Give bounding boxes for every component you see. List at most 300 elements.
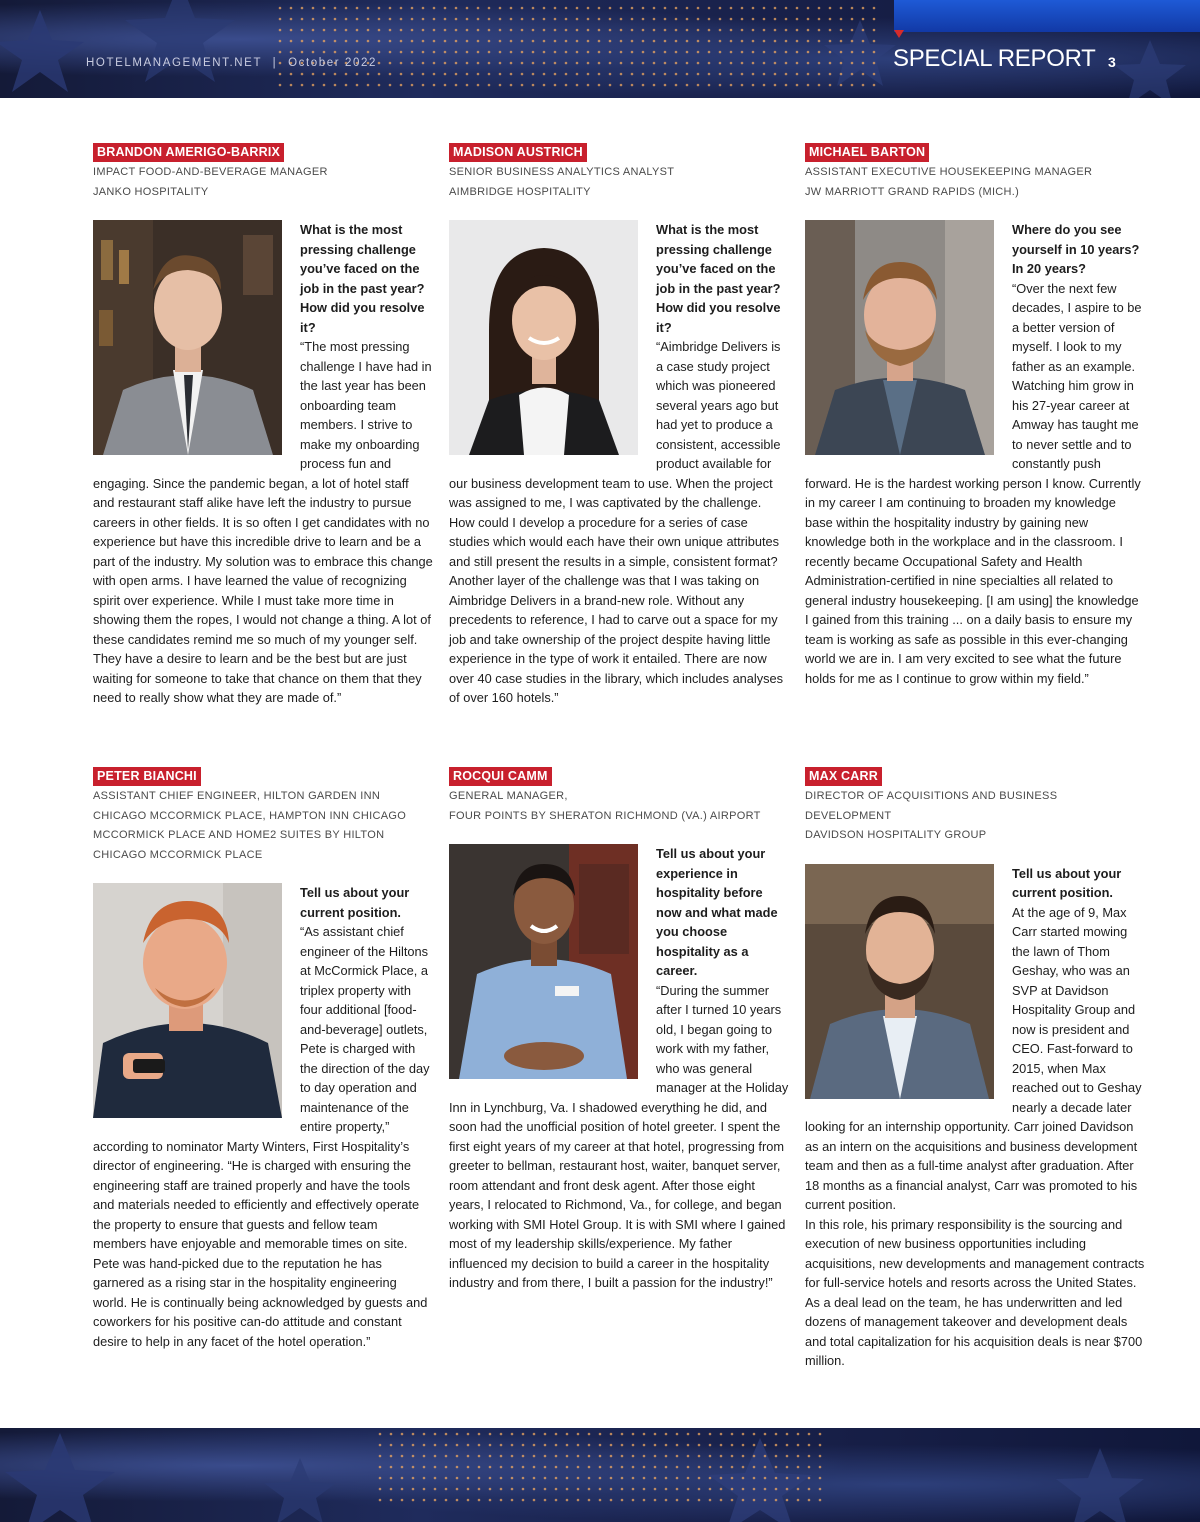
- decorative-dot: [785, 62, 788, 65]
- decorative-dot: [279, 29, 282, 32]
- decorative-dot: [819, 1499, 822, 1502]
- decorative-dot: [411, 62, 414, 65]
- decorative-dot: [533, 1466, 536, 1469]
- decorative-dot: [686, 51, 689, 54]
- decorative-dot: [741, 29, 744, 32]
- decorative-dot: [477, 29, 480, 32]
- decorative-dot: [818, 29, 821, 32]
- decorative-dot: [797, 1444, 800, 1447]
- decorative-dot: [598, 84, 601, 87]
- decorative-dot: [642, 84, 645, 87]
- decorative-dot: [543, 7, 546, 10]
- decorative-dot: [423, 1444, 426, 1447]
- decorative-dot: [544, 1455, 547, 1458]
- profile-madison: [449, 143, 789, 708]
- decorative-dot: [433, 73, 436, 76]
- decorative-dot: [467, 1488, 470, 1491]
- decorative-dot: [796, 7, 799, 10]
- decorative-dot: [708, 84, 711, 87]
- profile-max: [805, 767, 1145, 1371]
- decorative-dot: [279, 40, 282, 43]
- decorative-dot: [709, 1444, 712, 1447]
- site-name[interactable]: HOTELMANAGEMENT.NET: [86, 57, 262, 69]
- decorative-dot: [389, 29, 392, 32]
- decorative-dot: [499, 62, 502, 65]
- decorative-dot: [742, 1499, 745, 1502]
- decorative-dot: [785, 40, 788, 43]
- decorative-dot: [312, 84, 315, 87]
- decorative-dot: [774, 7, 777, 10]
- decorative-dot: [686, 62, 689, 65]
- header-accent-bar: [894, 0, 1200, 32]
- decorative-dot: [378, 73, 381, 76]
- decorative-dot: [653, 51, 656, 54]
- decorative-dot: [620, 73, 623, 76]
- decorative-dot: [774, 29, 777, 32]
- decorative-dot: [632, 1444, 635, 1447]
- decorative-dot: [664, 40, 667, 43]
- decorative-dot: [764, 1466, 767, 1469]
- profile-title: DIRECTOR OF ACQUISITIONS AND BUSINESS DEVELOPMENT: [805, 790, 1058, 822]
- decorative-dot: [697, 84, 700, 87]
- decorative-dot: [829, 73, 832, 76]
- decorative-dot: [642, 7, 645, 10]
- decorative-dot: [433, 62, 436, 65]
- decorative-dot: [467, 1477, 470, 1480]
- decorative-dot: [676, 1477, 679, 1480]
- decorative-dot: [720, 1444, 723, 1447]
- decorative-dot: [444, 51, 447, 54]
- decorative-dot: [334, 40, 337, 43]
- decorative-dot: [412, 1466, 415, 1469]
- profile-company: FOUR POINTS BY SHERATON RICHMOND (VA.) AIRPORT: [449, 809, 761, 822]
- profile-company: DAVIDSON HOSPITALITY GROUP: [805, 829, 987, 841]
- decorative-dot: [818, 84, 821, 87]
- decorative-dot: [378, 62, 381, 65]
- decorative-dot: [621, 1499, 624, 1502]
- decorative-dot: [576, 7, 579, 10]
- decorative-dot: [742, 1488, 745, 1491]
- decorative-dot: [521, 18, 524, 21]
- decorative-dot: [763, 84, 766, 87]
- decorative-dot: [390, 1444, 393, 1447]
- decorative-dot: [785, 7, 788, 10]
- decorative-dot: [719, 51, 722, 54]
- decorative-dot: [434, 1433, 437, 1436]
- profile-photo: [805, 220, 994, 455]
- decorative-dot: [532, 51, 535, 54]
- decorative-dot: [345, 18, 348, 21]
- decorative-dot: [873, 18, 876, 21]
- decorative-dot: [609, 73, 612, 76]
- decorative-dot: [797, 1455, 800, 1458]
- decorative-dot: [554, 62, 557, 65]
- decorative-dot: [434, 1466, 437, 1469]
- decorative-dot: [389, 51, 392, 54]
- profile-name: ROCQUI CAMM: [449, 767, 552, 786]
- decorative-dot: [620, 51, 623, 54]
- decorative-dot: [719, 18, 722, 21]
- decorative-dot: [763, 73, 766, 76]
- decorative-dot: [731, 1477, 734, 1480]
- decorative-dot: [785, 84, 788, 87]
- decorative-dot: [862, 40, 865, 43]
- decorative-dot: [598, 40, 601, 43]
- decorative-dot: [290, 84, 293, 87]
- decorative-dot: [544, 1488, 547, 1491]
- decorative-dot: [797, 1477, 800, 1480]
- decorative-dot: [752, 18, 755, 21]
- decorative-dot: [764, 1488, 767, 1491]
- decorative-dot: [455, 18, 458, 21]
- decorative-dot: [467, 1466, 470, 1469]
- decorative-dot: [444, 62, 447, 65]
- decorative-dot: [763, 40, 766, 43]
- decorative-dot: [379, 1488, 382, 1491]
- decorative-dot: [400, 29, 403, 32]
- decorative-dot: [796, 62, 799, 65]
- decorative-dot: [488, 7, 491, 10]
- decorative-dot: [687, 1444, 690, 1447]
- decorative-dot: [697, 18, 700, 21]
- decorative-dot: [719, 73, 722, 76]
- decorative-dot: [444, 40, 447, 43]
- decorative-dot: [412, 1499, 415, 1502]
- decorative-dot: [697, 7, 700, 10]
- decorative-dot: [730, 7, 733, 10]
- decorative-dot: [555, 1466, 558, 1469]
- decorative-dot: [840, 84, 843, 87]
- decorative-dot: [444, 73, 447, 76]
- decorative-dot: [477, 84, 480, 87]
- decorative-dot: [544, 1466, 547, 1469]
- decorative-dot: [378, 51, 381, 54]
- decorative-dot: [400, 18, 403, 21]
- decorative-dot: [774, 18, 777, 21]
- decorative-dot: [423, 1488, 426, 1491]
- decorative-dot: [599, 1499, 602, 1502]
- decorative-dot: [741, 62, 744, 65]
- decorative-dot: [478, 1499, 481, 1502]
- decorative-dot: [466, 18, 469, 21]
- decorative-dot: [533, 1433, 536, 1436]
- decorative-dot: [456, 1444, 459, 1447]
- decorative-dot: [631, 7, 634, 10]
- decorative-dot: [478, 1466, 481, 1469]
- decorative-dot: [632, 1455, 635, 1458]
- profile-photo: [449, 220, 638, 455]
- decorative-dot: [466, 7, 469, 10]
- decorative-dot: [632, 1499, 635, 1502]
- decorative-dot: [411, 51, 414, 54]
- decorative-dot: [422, 62, 425, 65]
- decorative-dot: [587, 29, 590, 32]
- decorative-dot: [609, 7, 612, 10]
- decorative-dot: [654, 1488, 657, 1491]
- decorative-dot: [301, 18, 304, 21]
- decorative-dot: [708, 7, 711, 10]
- decorative-dot: [422, 7, 425, 10]
- decorative-dot: [687, 1499, 690, 1502]
- interview-answer: “Over the next few decades, I aspire to be a better version of myself. I look to my father as an example. Watching him grow in his 27-year career at Amway has taught me to never settle and to constantly push forward. He is the hardest working person I know. Currently in my career I am continuing to broaden my knowledge base within the hospitality industry by gaining new knowledge both in the workplace and in the classroom. I recently became Occupational Safety and Health Administration-certified in nine specialties all related to general industry housekeeping. [I am using] the knowledge I gained from this training ... on a daily basis to ensure my team is working as safe as possible in this ever-changing world we are in. I am very excited to see what the future holds for me as I continue to grow within my field.”: [805, 280, 1142, 686]
- decorative-dot: [544, 1444, 547, 1447]
- decorative-dot: [279, 73, 282, 76]
- decorative-dot: [808, 1488, 811, 1491]
- decorative-dot: [422, 18, 425, 21]
- decorative-dot: [598, 73, 601, 76]
- decorative-dot: [653, 62, 656, 65]
- decorative-dot: [554, 51, 557, 54]
- decorative-dot: [522, 1499, 525, 1502]
- decorative-dot: [532, 7, 535, 10]
- decorative-dot: [577, 1477, 580, 1480]
- decorative-dot: [521, 84, 524, 87]
- profile-title: GENERAL MANAGER,: [449, 790, 568, 802]
- decorative-dot: [356, 29, 359, 32]
- decorative-dot: [445, 1466, 448, 1469]
- decorative-dot: [774, 62, 777, 65]
- decorative-dot: [752, 7, 755, 10]
- decorative-dot: [687, 1477, 690, 1480]
- decorative-dot: [643, 1477, 646, 1480]
- decorative-dot: [433, 84, 436, 87]
- decorative-dot: [610, 1455, 613, 1458]
- decorative-dot: [290, 18, 293, 21]
- decorative-dot: [290, 73, 293, 76]
- decorative-dot: [587, 62, 590, 65]
- decorative-dot: [686, 7, 689, 10]
- decorative-dot: [532, 18, 535, 21]
- decorative-dot: [378, 40, 381, 43]
- decorative-dot: [456, 1499, 459, 1502]
- decorative-dot: [412, 1477, 415, 1480]
- decorative-dot: [719, 7, 722, 10]
- decorative-dot: [312, 29, 315, 32]
- decorative-dot: [378, 84, 381, 87]
- decorative-dot: [422, 51, 425, 54]
- decorative-dot: [786, 1466, 789, 1469]
- decorative-dot: [411, 18, 414, 21]
- decorative-dot: [290, 29, 293, 32]
- decorative-dot: [764, 1499, 767, 1502]
- decorative-dot: [401, 1499, 404, 1502]
- decorative-dot: [829, 84, 832, 87]
- decorative-dot: [664, 7, 667, 10]
- decorative-dot: [829, 18, 832, 21]
- decorative-dot: [455, 84, 458, 87]
- decorative-dot: [434, 1477, 437, 1480]
- decorative-dot: [323, 51, 326, 54]
- decorative-dot: [676, 1455, 679, 1458]
- decorative-dot: [356, 7, 359, 10]
- decorative-dot: [412, 1433, 415, 1436]
- decorative-dot: [632, 1466, 635, 1469]
- decorative-dot: [687, 1466, 690, 1469]
- decorative-dot: [719, 29, 722, 32]
- decorative-dot: [807, 7, 810, 10]
- decorative-dot: [543, 51, 546, 54]
- decorative-dot: [752, 84, 755, 87]
- decorative-dot: [434, 1455, 437, 1458]
- decorative-dot: [653, 40, 656, 43]
- decorative-dot: [477, 18, 480, 21]
- decorative-dot: [521, 73, 524, 76]
- decorative-dot: [510, 73, 513, 76]
- decorative-dot: [566, 1455, 569, 1458]
- decorative-dot: [433, 7, 436, 10]
- decorative-dot: [752, 62, 755, 65]
- decorative-dot: [742, 1455, 745, 1458]
- decorative-dot: [532, 40, 535, 43]
- decorative-dot: [554, 7, 557, 10]
- decorative-dot: [862, 29, 865, 32]
- decorative-dot: [797, 1499, 800, 1502]
- decorative-dot: [588, 1499, 591, 1502]
- decorative-dot: [598, 51, 601, 54]
- decorative-dot: [499, 51, 502, 54]
- decorative-dot: [489, 1433, 492, 1436]
- decorative-dot: [423, 1499, 426, 1502]
- decorative-dot: [390, 1488, 393, 1491]
- decorative-dot: [588, 1444, 591, 1447]
- decorative-dot: [609, 29, 612, 32]
- decorative-dot: [488, 18, 491, 21]
- decorative-dot: [477, 62, 480, 65]
- interview-question: Tell us about your experience in hospitality before now and what made you choose hospitality as a career.: [656, 846, 778, 978]
- decorative-dot: [576, 18, 579, 21]
- decorative-dot: [522, 1433, 525, 1436]
- decorative-dot: [412, 1488, 415, 1491]
- decorative-dot: [500, 1488, 503, 1491]
- decorative-dot: [345, 29, 348, 32]
- decorative-dot: [808, 1455, 811, 1458]
- decorative-dot: [719, 62, 722, 65]
- decorative-dot: [730, 29, 733, 32]
- decorative-dot: [488, 40, 491, 43]
- decorative-dot: [390, 1455, 393, 1458]
- decorative-dot: [675, 18, 678, 21]
- decorative-dot: [676, 1466, 679, 1469]
- decorative-dot: [532, 62, 535, 65]
- decorative-dot: [599, 1433, 602, 1436]
- decorative-dot: [356, 73, 359, 76]
- decorative-dot: [489, 1444, 492, 1447]
- decorative-dot: [621, 1455, 624, 1458]
- decorative-dot: [609, 84, 612, 87]
- decorative-dot: [643, 1444, 646, 1447]
- decorative-dot: [654, 1444, 657, 1447]
- decorative-dot: [698, 1477, 701, 1480]
- decorative-dot: [554, 40, 557, 43]
- decorative-dot: [676, 1433, 679, 1436]
- decorative-dot: [753, 1433, 756, 1436]
- decorative-dot: [697, 51, 700, 54]
- decorative-dot: [807, 73, 810, 76]
- decorative-dot: [642, 51, 645, 54]
- decorative-dot: [851, 7, 854, 10]
- decorative-dot: [664, 29, 667, 32]
- profile-name: BRANDON AMERIGO-BARRIX: [93, 143, 284, 162]
- decorative-dot: [445, 1488, 448, 1491]
- decorative-dot: [742, 1433, 745, 1436]
- decorative-dot: [708, 18, 711, 21]
- decorative-dot: [609, 62, 612, 65]
- decorative-dot: [818, 73, 821, 76]
- decorative-dot: [279, 84, 282, 87]
- decorative-dot: [334, 51, 337, 54]
- decorative-dot: [764, 1455, 767, 1458]
- decorative-dot: [279, 7, 282, 10]
- decorative-dot: [587, 18, 590, 21]
- decorative-dot: [610, 1466, 613, 1469]
- decorative-dot: [664, 18, 667, 21]
- header-accent-triangle: [894, 30, 904, 38]
- decorative-dot: [367, 40, 370, 43]
- decorative-dot: [665, 1477, 668, 1480]
- decorative-dot: [620, 18, 623, 21]
- decorative-dot: [588, 1433, 591, 1436]
- decorative-dot: [301, 40, 304, 43]
- profile-company: AIMBRIDGE HOSPITALITY: [449, 185, 591, 198]
- decorative-dot: [312, 73, 315, 76]
- profile-photo: [93, 883, 282, 1118]
- decorative-dot: [576, 62, 579, 65]
- decorative-dot: [488, 62, 491, 65]
- decorative-dot: [345, 40, 348, 43]
- decorative-dot: [664, 51, 667, 54]
- decorative-dot: [818, 40, 821, 43]
- decorative-dot: [577, 1433, 580, 1436]
- decorative-dot: [598, 7, 601, 10]
- decorative-dot: [379, 1444, 382, 1447]
- profile-brandon: [93, 143, 433, 708]
- header-separator: |: [272, 57, 278, 69]
- decorative-dot: [741, 73, 744, 76]
- decorative-dot: [720, 1488, 723, 1491]
- decorative-dot: [873, 84, 876, 87]
- decorative-dot: [698, 1466, 701, 1469]
- decorative-dot: [851, 62, 854, 65]
- profile-title: ASSISTANT EXECUTIVE HOUSEKEEPING MANAGER: [805, 166, 1093, 178]
- decorative-dot: [400, 7, 403, 10]
- decorative-dot: [423, 1466, 426, 1469]
- decorative-dot: [478, 1433, 481, 1436]
- decorative-dot: [698, 1455, 701, 1458]
- decorative-dot: [533, 1499, 536, 1502]
- decorative-dot: [367, 7, 370, 10]
- decorative-dot: [489, 1488, 492, 1491]
- decorative-dot: [742, 1444, 745, 1447]
- decorative-dot: [720, 1466, 723, 1469]
- decorative-dot: [808, 1444, 811, 1447]
- decorative-dot: [334, 29, 337, 32]
- decorative-dot: [686, 29, 689, 32]
- decorative-dot: [543, 18, 546, 21]
- decorative-dot: [367, 29, 370, 32]
- decorative-dot: [643, 1499, 646, 1502]
- decorative-dot: [775, 1433, 778, 1436]
- decorative-dot: [455, 7, 458, 10]
- decorative-dot: [741, 7, 744, 10]
- decorative-dot: [489, 1499, 492, 1502]
- decorative-dot: [763, 7, 766, 10]
- decorative-dot: [378, 7, 381, 10]
- decorative-dot: [478, 1488, 481, 1491]
- decorative-dot: [609, 40, 612, 43]
- decorative-dot: [411, 84, 414, 87]
- decorative-dot: [400, 51, 403, 54]
- decorative-dot: [444, 84, 447, 87]
